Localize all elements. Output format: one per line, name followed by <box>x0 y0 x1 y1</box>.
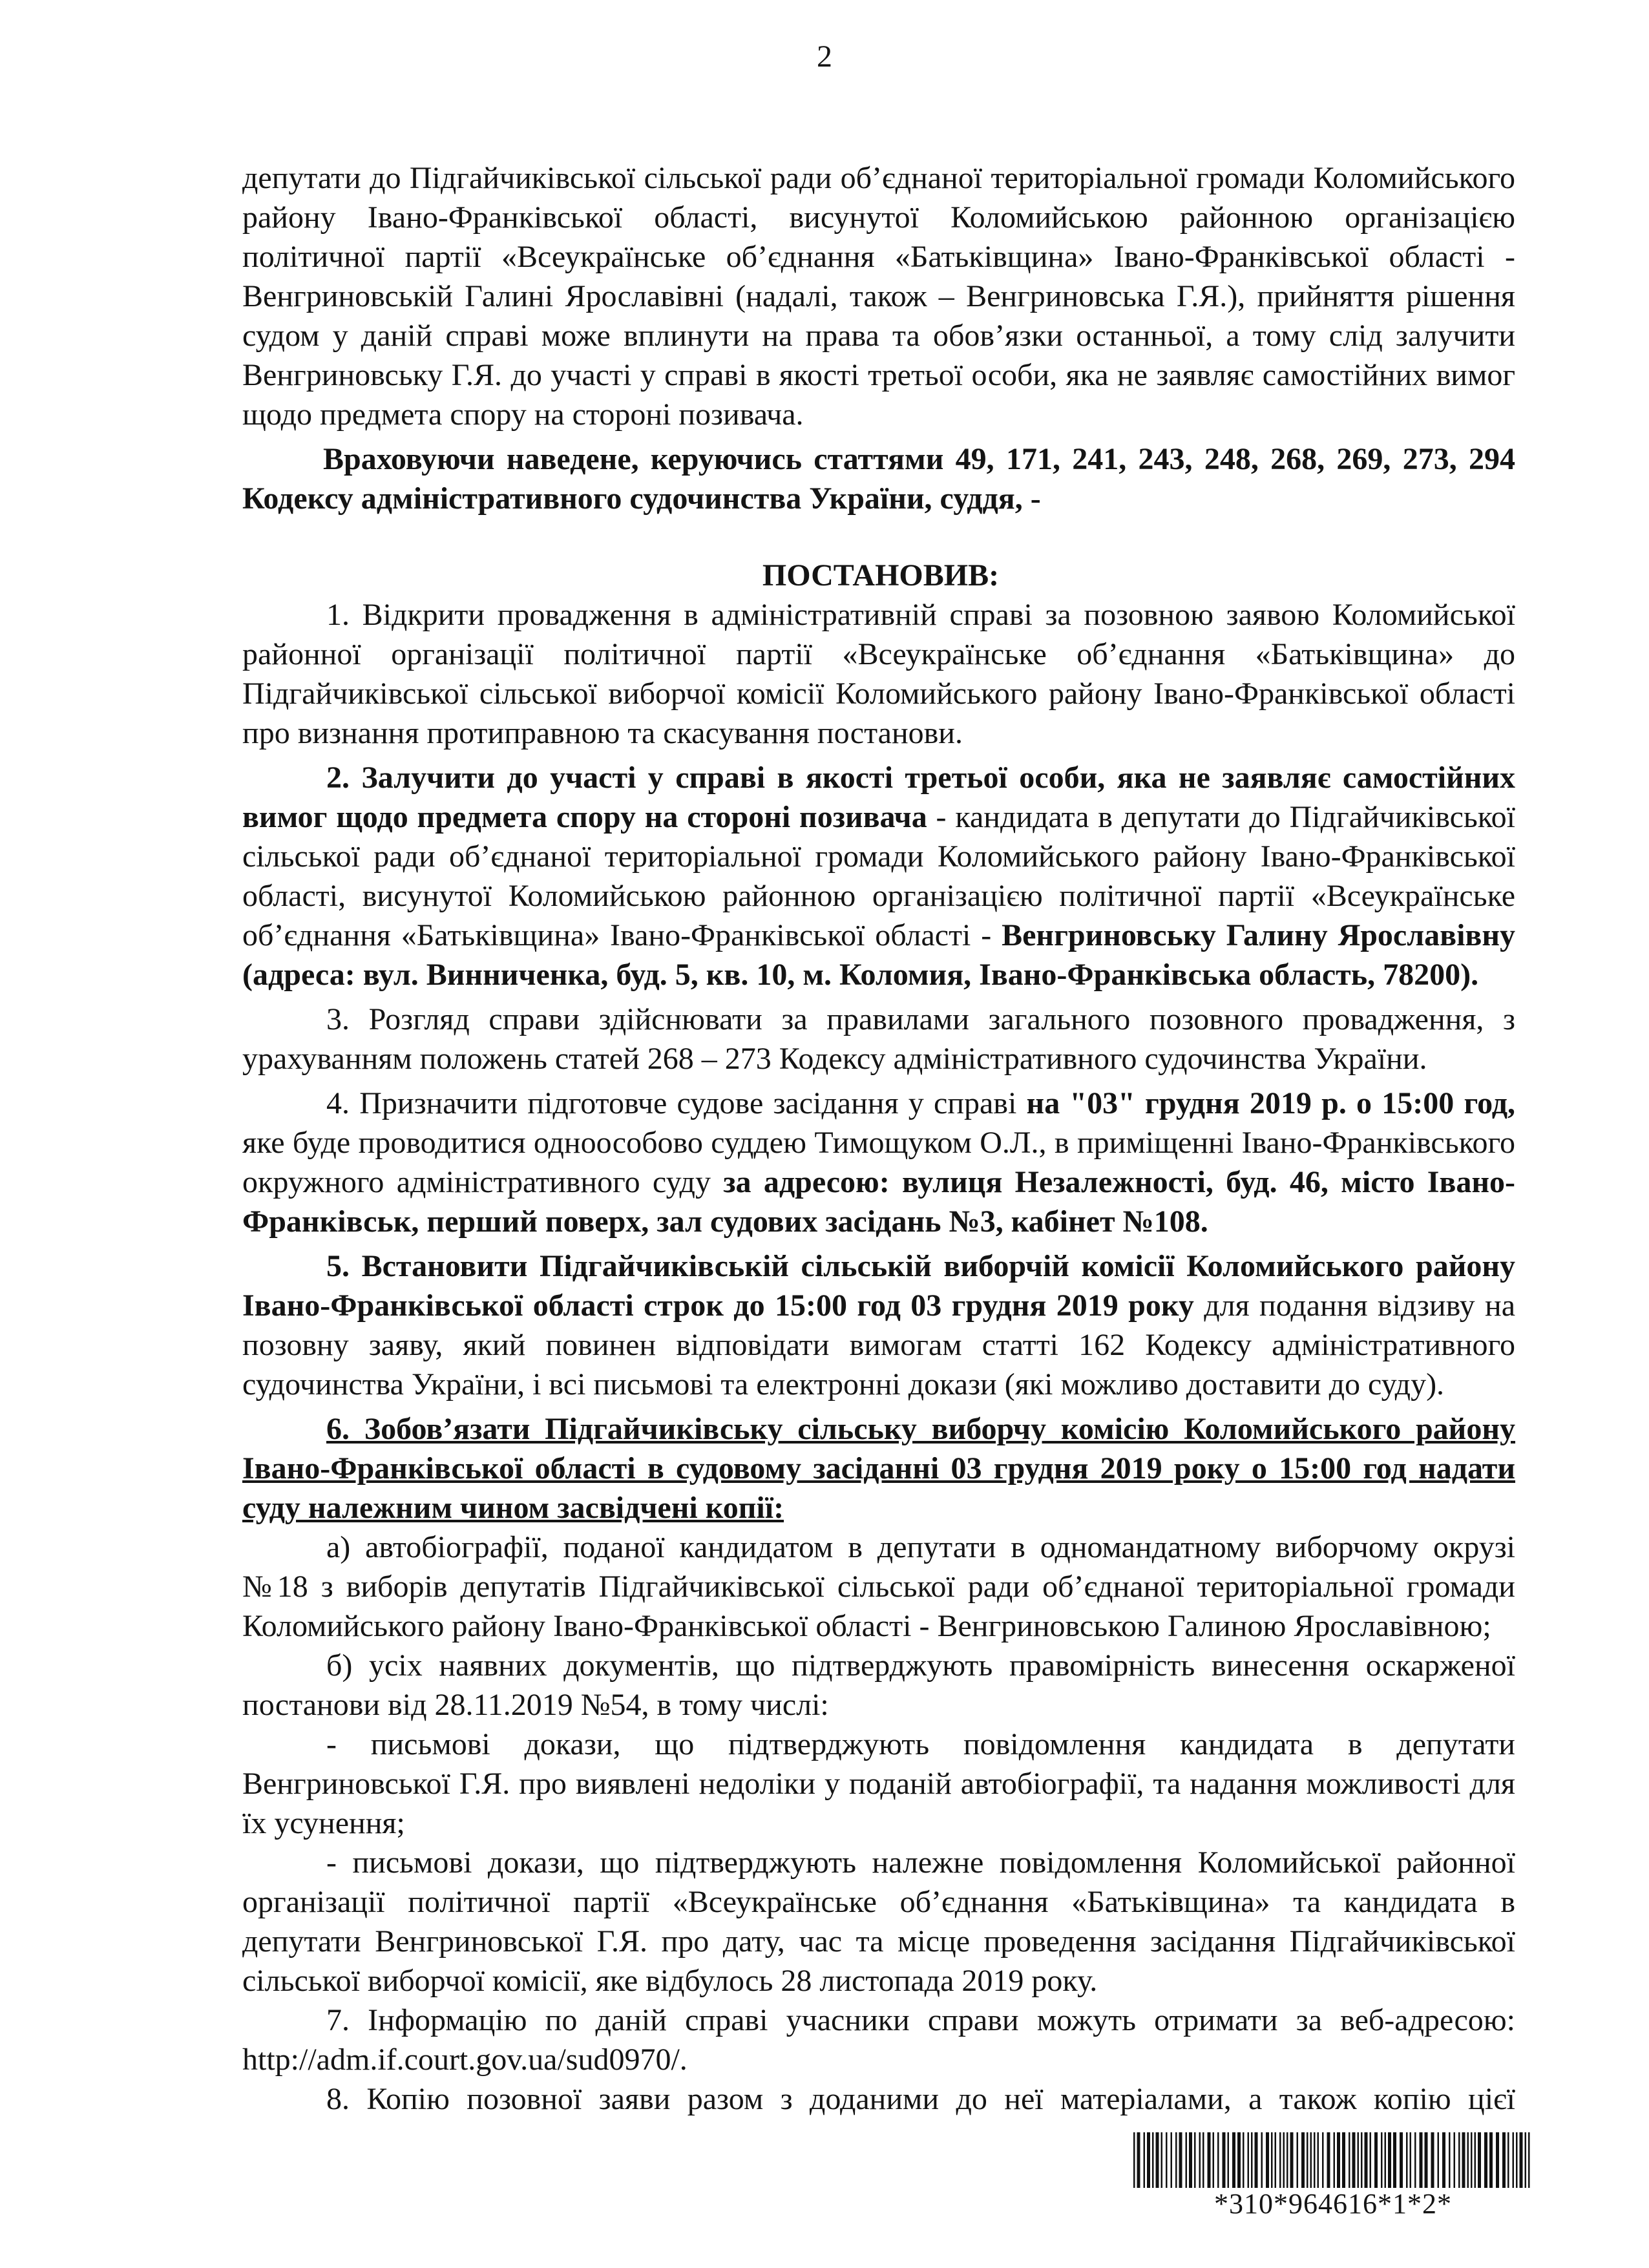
decision-item-4 <box>242 1084 1515 1241</box>
barcode-bar <box>1525 2132 1527 2188</box>
item-2-bold-end: Венгриновську Галину Ярославівну (адреса: вул. Винниченка, буд. 5, кв. 10, м. Коломия, Івано-Франківська область, 78200). <box>242 918 1515 992</box>
barcode-bar <box>1243 2132 1245 2188</box>
barcode-bar <box>1365 2132 1368 2188</box>
barcode-bar <box>1414 2132 1416 2188</box>
barcode-bar <box>1484 2132 1487 2188</box>
barcode-bar <box>1208 2132 1211 2188</box>
decision-item-2 <box>242 758 1515 994</box>
barcode-bar <box>1442 2132 1445 2188</box>
barcode-number: *310*964616*1*2* <box>1214 2188 1452 2220</box>
decision-item-8: 8. Копію позовної заяви разом з доданими до неї матеріалами, а також копію цієї <box>326 2082 1515 2116</box>
barcode-bar <box>1337 2132 1340 2188</box>
barcode-bar <box>1449 2132 1451 2188</box>
barcode <box>1132 2132 1534 2188</box>
barcode-bar <box>1374 2132 1378 2188</box>
decision-item-1: 1. Відкрити провадження в адміністративній справі за позовною заявою Коломийської районної організації політичної партії «Всеукраїнське об’єднання «Батьківщина» до Підгайчиківської сільської виборчої комісії Коломийського району Івано-Франківської області про визнання протиправною та скасування постанови. <box>242 598 1515 750</box>
barcode-bar <box>1251 2132 1253 2188</box>
barcode-bar <box>1393 2132 1396 2188</box>
barcode-bar <box>1513 2132 1515 2188</box>
item-6-sub-a: а) автобіографії, поданої кандидатом в депутати в одномандатному виборчому окрузі №18 з виборів депутатів Підгайчиківської сільської ради об’єднаної територіальної громади Коломийського району Івано-Франківської області - Венгриновською Галиною Ярославівною; <box>242 1530 1515 1643</box>
barcode-bar <box>1496 2132 1499 2188</box>
barcode-bar <box>1307 2132 1308 2188</box>
barcode-bar <box>1261 2132 1263 2188</box>
barcode-bar <box>1271 2132 1273 2188</box>
barcode-bar <box>1471 2132 1473 2188</box>
barcode-bar <box>1322 2132 1324 2188</box>
item-2-regular: - кандидата в депутати до Підгайчиківської сільської ради об’єднаної територіальної громади Коломийського району Івано-Франківської області, висунутої Коломийською районною організацією політичної партії «Всеукраїнське об’єднання «Батьківщина» Івано-Франківської області - <box>242 800 1515 952</box>
barcode-bar <box>1327 2132 1330 2188</box>
barcode-bar <box>1199 2132 1201 2188</box>
barcode-bar <box>1237 2132 1241 2188</box>
barcode-bar <box>1516 2132 1518 2188</box>
intro-paragraph: депутати до Підгайчиківської сільської ради об’єднаної територіальної громади Коломийського району Івано-Франківської області, висунутої Коломийською районною організацією політичної партії «Всеукраїнське об’єднання «Батьківщина» Івано-Франківської області - Венгриновській Галині Ярославівні (надалі, також – Венгриновська Г.Я.), прийняття рішення судом у даній справі може вплинути на права та обов’язки останньої, а тому слід залучити Венгриновську Г.Я. до участі у справі в якості третьої особи, яка не заявляє самостійних вимог щодо предмета спору на стороні позивача. <box>242 161 1515 432</box>
barcode-bar <box>1528 2132 1530 2188</box>
barcode-bar <box>1420 2132 1423 2188</box>
barcode-bar <box>1438 2132 1440 2188</box>
barcode-bar <box>1147 2132 1150 2188</box>
barcode-bar <box>1385 2132 1387 2188</box>
barcode-bar <box>1175 2132 1177 2188</box>
barcode-bar <box>1352 2132 1356 2188</box>
barcode-bar <box>1502 2132 1506 2188</box>
barcode-bar <box>1478 2132 1481 2188</box>
barcode-bar <box>1507 2132 1509 2188</box>
barcode-bar <box>1152 2132 1154 2188</box>
document-body <box>242 158 1515 2119</box>
barcode-bar <box>1361 2132 1363 2188</box>
barcode-bar <box>1217 2132 1219 2188</box>
barcode-bar <box>1520 2132 1523 2188</box>
barcode-bar <box>1400 2132 1403 2188</box>
barcode-bar <box>1349 2132 1350 2188</box>
barcode-bar <box>1475 2132 1476 2188</box>
barcode-bar <box>1223 2132 1226 2188</box>
decision-item-3: 3. Розгляд справи здійснювати за правилами загального позовного провадження, з урахуванням положень статей 268 – 273 Кодексу адміністративного судочинства України. <box>242 1002 1515 1076</box>
barcode-bar <box>1410 2132 1412 2188</box>
page-number: 2 <box>817 39 832 74</box>
barcode-bar <box>1275 2132 1277 2188</box>
item-4-regular-2: яке буде проводитися одноособово суддею Тимощуком О.Л., в приміщенні Івано-Франківського окружного адміністративного суду <box>242 1126 1515 1199</box>
barcode-bar <box>1232 2132 1235 2188</box>
barcode-bar <box>1297 2132 1299 2188</box>
barcode-bar <box>1454 2132 1456 2188</box>
decision-heading: ПОСТАНОВИВ: <box>762 558 1000 593</box>
barcode-bar <box>1489 2132 1493 2188</box>
barcode-bar <box>1370 2132 1372 2188</box>
barcode-bar <box>1287 2132 1288 2188</box>
barcode-bar <box>1156 2132 1159 2188</box>
barcode-bar <box>1334 2132 1336 2188</box>
item-5-regular: для подання відзиву на позовну заяву, який повинен відповідати вимогам статті 162 Кодексу адміністративного судочинства України, і всі письмові та електронні докази (які можливо доставити до суду). <box>242 1288 1515 1402</box>
barcode-bar <box>1342 2132 1345 2188</box>
barcode-bar <box>1381 2132 1383 2188</box>
barcode-bar <box>1194 2132 1196 2188</box>
decision-item-5 <box>242 1246 1515 1404</box>
barcode-bar <box>1171 2132 1173 2188</box>
barcode-bar <box>1431 2132 1434 2188</box>
barcode-bar <box>1255 2132 1258 2188</box>
barcode-bar <box>1462 2132 1465 2188</box>
barcode-bar <box>1425 2132 1428 2188</box>
barcode-bar <box>1458 2132 1460 2188</box>
barcode-bar <box>1279 2132 1281 2188</box>
barcode-bar <box>1137 2132 1140 2188</box>
item-6-bullet-2: - письмові докази, що підтверджують належне повідомлення Коломийської районної організації політичної партії «Всеукраїнське об’єднання «Батьківщина» та кандидата в депутати Венгриновської Г.Я. про дату, час та місце проведення засідання Підгайчиківської сільської виборчої комісії, яке відбулось 28 листопада 2019 року. <box>242 1845 1515 1998</box>
barcode-bar <box>1161 2132 1163 2188</box>
item-6-bullet-1: - письмові докази, що підтверджують повідомлення кандидата в депутати Венгриновської Г.Я. про виявлені недоліки у поданій автобіографії, та надання можливості для їх усунення; <box>242 1727 1515 1840</box>
decision-item-7: 7. Інформацію по даній справі учасники справи можуть отримати за веб-адресою: http://adm.if.court.gov.ua/sud0970/. <box>242 2003 1515 2077</box>
barcode-bar <box>1266 2132 1269 2188</box>
barcode-bar <box>1144 2132 1146 2188</box>
barcode-bar <box>1189 2132 1192 2188</box>
barcode-bar <box>1467 2132 1469 2188</box>
barcode-bar <box>1358 2132 1360 2188</box>
item-6-sub-b: б) усіх наявних документів, що підтверджують правомірність винесення оскарженої постанови від 28.11.2019 №54, в тому числі: <box>242 1648 1515 1722</box>
item-4-bold-2: за адресою: вулиця Незалежності, буд. 46, місто Івано-Франківськ, перший поверх, зал судових засідань №3, кабінет №108. <box>242 1165 1515 1239</box>
barcode-bar <box>1166 2132 1168 2188</box>
barcode-bar <box>1290 2132 1294 2188</box>
item-2-bold-start: 2. Залучити до участі у справі в якості третьої особи, яка не заявляє самостійних вимог щодо предмета спору на стороні позивача <box>242 761 1515 834</box>
barcode-bar <box>1314 2132 1316 2188</box>
legal-basis-paragraph: Враховуючи наведене, керуючись статтями 49, 171, 241, 243, 248, 268, 269, 273, 294 Кодексу адміністративного судочинства України, суддя, - <box>242 442 1515 516</box>
barcode-bar <box>1203 2132 1204 2188</box>
barcode-bar <box>1228 2132 1230 2188</box>
decision-item-6-heading: 6. Зобов’язати Підгайчиківську сільську виборчу комісію Коломийського району Івано-Франківської області в судовому засіданні 03 грудня 2019 року о 15:00 год надати суду належним чином засвідчені копії: <box>242 1412 1515 1525</box>
barcode-bar <box>1186 2132 1188 2188</box>
barcode-bar <box>1310 2132 1312 2188</box>
barcode-bar <box>1301 2132 1305 2188</box>
barcode-bar <box>1283 2132 1285 2188</box>
item-4-regular-1: 4. Призначити підготовче судове засідання у справі <box>326 1086 1027 1120</box>
barcode-bar <box>1406 2132 1408 2188</box>
item-4-bold-1: на "03" грудня 2019 р. о 15:00 год, <box>1026 1086 1515 1120</box>
barcode-bar <box>1388 2132 1391 2188</box>
item-5-bold: 5. Встановити Підгайчиківській сільській виборчій комісії Коломийського району Івано-Франківської області строк до 15:00 год 03 грудня 2019 року <box>242 1249 1515 1323</box>
barcode-bar <box>1318 2132 1319 2188</box>
barcode-bar <box>1213 2132 1215 2188</box>
barcode-bar <box>1248 2132 1250 2188</box>
barcode-bar <box>1133 2132 1135 2188</box>
barcode-bar <box>1179 2132 1182 2188</box>
